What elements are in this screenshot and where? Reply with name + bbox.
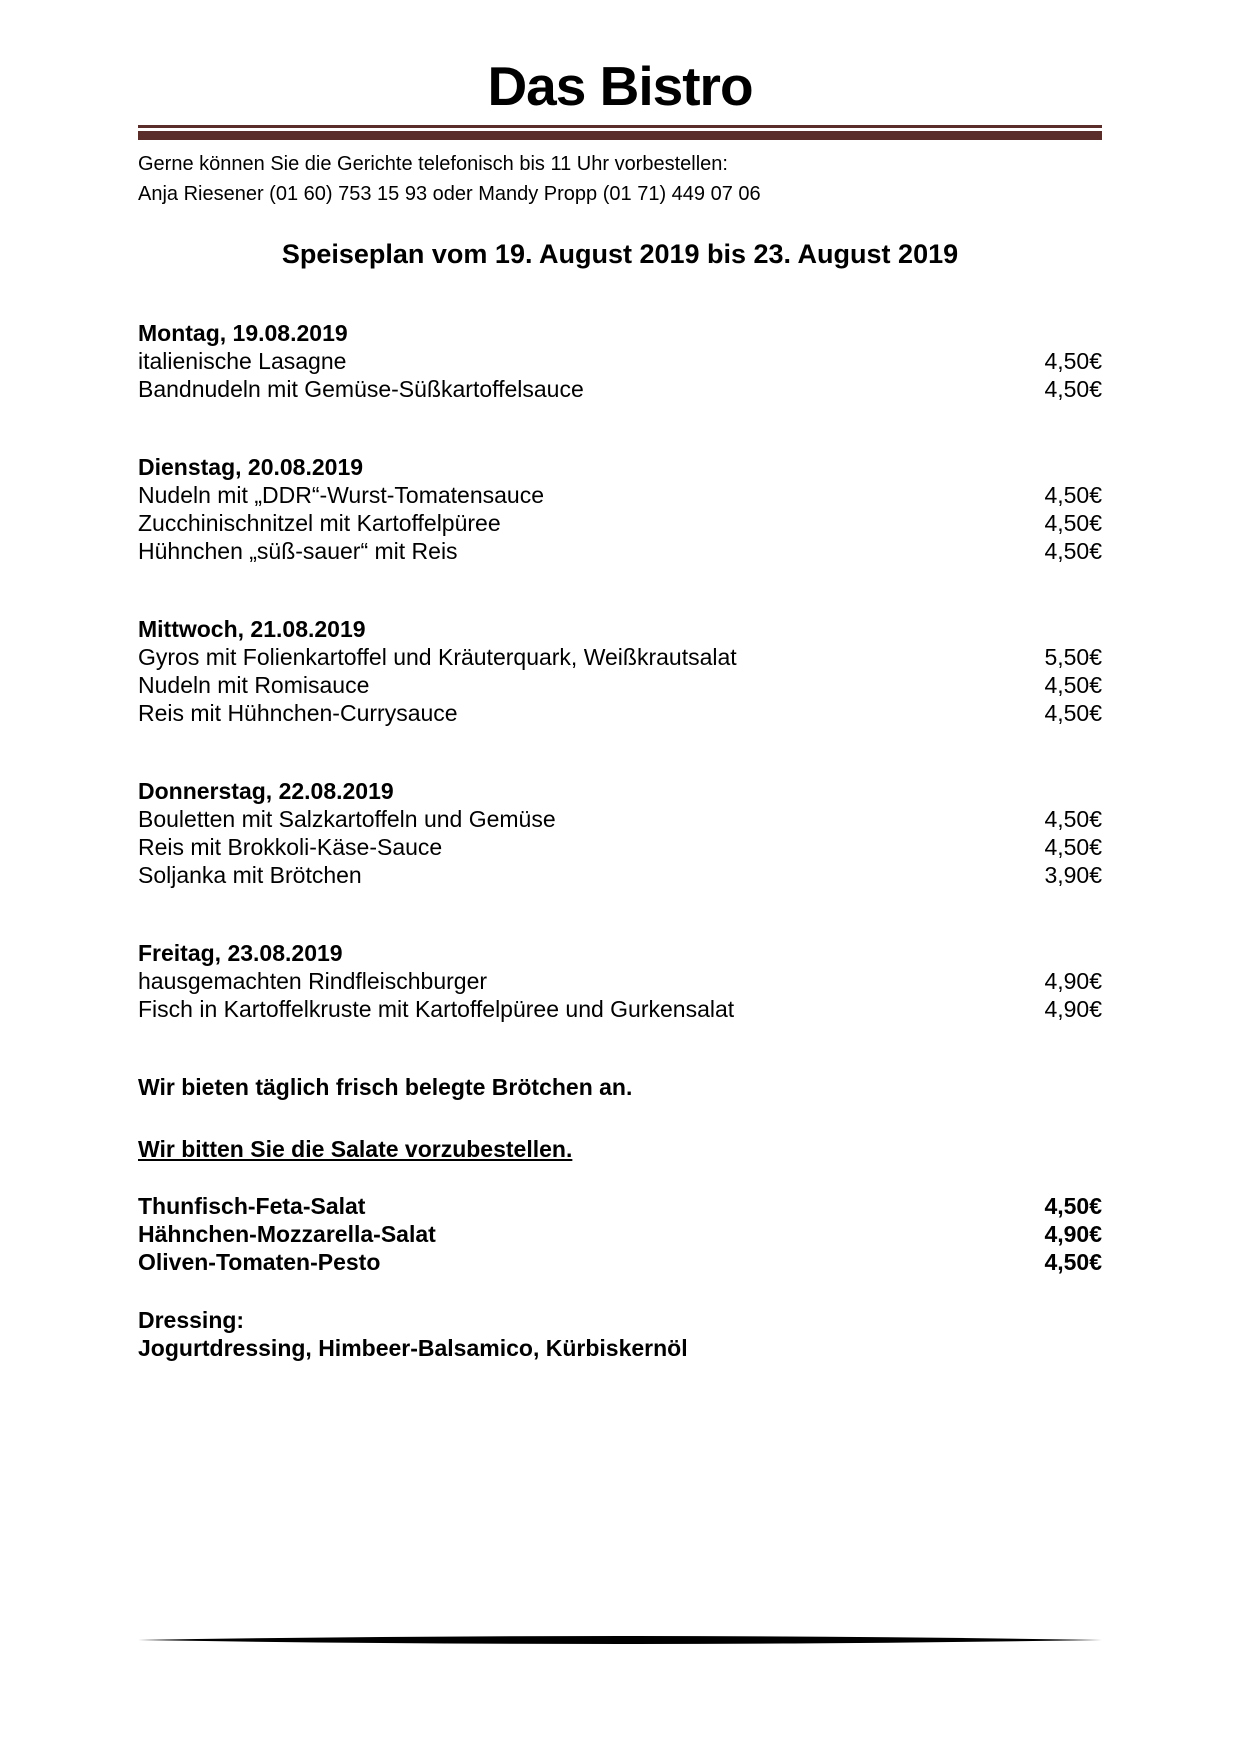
- dish-price: 4,50€: [1044, 481, 1102, 508]
- dish-row: [138, 861, 1102, 889]
- bottom-divider: [138, 1634, 1102, 1646]
- dish-price: 4,50€: [1044, 509, 1102, 536]
- dish-name: Soljanka mit Brötchen: [138, 861, 362, 888]
- dish-name: italienische Lasagne: [138, 347, 347, 374]
- dish-row: [138, 375, 1102, 403]
- dish-row: [138, 1248, 1102, 1276]
- dish-name: Gyros mit Folienkartoffel und Kräuterquark, Weißkrautsalat: [138, 643, 737, 670]
- dish-price: 4,50€: [1044, 805, 1102, 832]
- day-section: [138, 615, 1102, 727]
- note-salad-preorder: Wir bitten Sie die Salate vorzubestellen.: [138, 1135, 573, 1162]
- preorder-line-2: Anja Riesener (01 60) 753 15 93 oder Mandy Propp (01 71) 449 07 06: [138, 182, 761, 205]
- dish-price: 4,90€: [1044, 995, 1102, 1022]
- day-name: Donnerstag, 22.08.2019: [138, 777, 394, 804]
- dish-name: Hähnchen-Mozzarella-Salat: [138, 1220, 436, 1247]
- dish-price: 5,50€: [1044, 643, 1102, 670]
- dish-price: 4,50€: [1044, 833, 1102, 860]
- dish-row: [138, 643, 1102, 671]
- dish-row: [138, 509, 1102, 537]
- day-section: [138, 939, 1102, 1023]
- header-divider: [138, 125, 1102, 140]
- dish-name: Fisch in Kartoffelkruste mit Kartoffelpüree und Gurkensalat: [138, 995, 735, 1022]
- dish-name: Hühnchen „süß-sauer“ mit Reis: [138, 537, 458, 564]
- tapered-line-graphic: [138, 1634, 1102, 1646]
- dressing-options: Jogurtdressing, Himbeer-Balsamico, Kürbiskernöl: [138, 1334, 688, 1361]
- dish-name: Thunfisch-Feta-Salat: [138, 1192, 366, 1219]
- dish-name: Nudeln mit „DDR“-Wurst-Tomatensauce: [138, 481, 545, 508]
- dish-price: 4,50€: [1044, 537, 1102, 564]
- dish-row: [138, 699, 1102, 727]
- dish-name: Oliven-Tomaten-Pesto: [138, 1248, 381, 1275]
- day-section: [138, 777, 1102, 889]
- day-name: Dienstag, 20.08.2019: [138, 453, 364, 480]
- day-name: Montag, 19.08.2019: [138, 319, 348, 346]
- preorder-info: [138, 149, 1102, 209]
- dish-row: [138, 995, 1102, 1023]
- dish-name: Bouletten mit Salzkartoffeln und Gemüse: [138, 805, 556, 832]
- dish-name: Bandnudeln mit Gemüse-Süßkartoffelsauce: [138, 375, 584, 402]
- dish-name: Zucchinischnitzel mit Kartoffelpüree: [138, 509, 501, 536]
- dish-price: 4,50€: [1044, 375, 1102, 402]
- dish-row: [138, 537, 1102, 565]
- day-section: [138, 319, 1102, 403]
- dish-price: 4,90€: [1044, 1220, 1102, 1247]
- dish-row: [138, 1220, 1102, 1248]
- dish-price: 3,90€: [1044, 861, 1102, 888]
- dish-price: 4,90€: [1044, 967, 1102, 994]
- header-divider-thick-line: [138, 131, 1102, 140]
- dish-price: 4,50€: [1044, 347, 1102, 374]
- plan-heading: Speiseplan vom 19. August 2019 bis 23. August 2019: [281, 238, 959, 269]
- dish-row: [138, 967, 1102, 995]
- dressing-section: [138, 1306, 1102, 1362]
- dish-price: 4,50€: [1044, 671, 1102, 698]
- dressing-label: Dressing:: [138, 1306, 245, 1333]
- dish-row: [138, 1192, 1102, 1220]
- weekly-menu: [138, 319, 1102, 1023]
- note-daily-rolls: Wir bieten täglich frisch belegte Brötchen an.: [138, 1073, 633, 1100]
- dish-name: Reis mit Brokkoli-Käse-Sauce: [138, 833, 443, 860]
- day-name: Mittwoch, 21.08.2019: [138, 615, 366, 642]
- salad-list: [138, 1192, 1102, 1276]
- dish-price: 4,50€: [1044, 1192, 1102, 1219]
- day-section: [138, 453, 1102, 565]
- dish-name: Reis mit Hühnchen-Currysauce: [138, 699, 458, 726]
- dish-row: [138, 671, 1102, 699]
- day-name: Freitag, 23.08.2019: [138, 939, 343, 966]
- dish-price: 4,50€: [1044, 1248, 1102, 1275]
- dish-name: hausgemachten Rindfleischburger: [138, 967, 488, 994]
- dish-row: [138, 833, 1102, 861]
- dish-row: [138, 481, 1102, 509]
- dish-name: Nudeln mit Romisauce: [138, 671, 370, 698]
- dish-row: [138, 805, 1102, 833]
- dish-price: 4,50€: [1044, 699, 1102, 726]
- dish-row: [138, 347, 1102, 375]
- preorder-line-1: Gerne können Sie die Gerichte telefonisch bis 11 Uhr vorbestellen:: [138, 152, 728, 175]
- page-title: Das Bistro: [487, 55, 753, 117]
